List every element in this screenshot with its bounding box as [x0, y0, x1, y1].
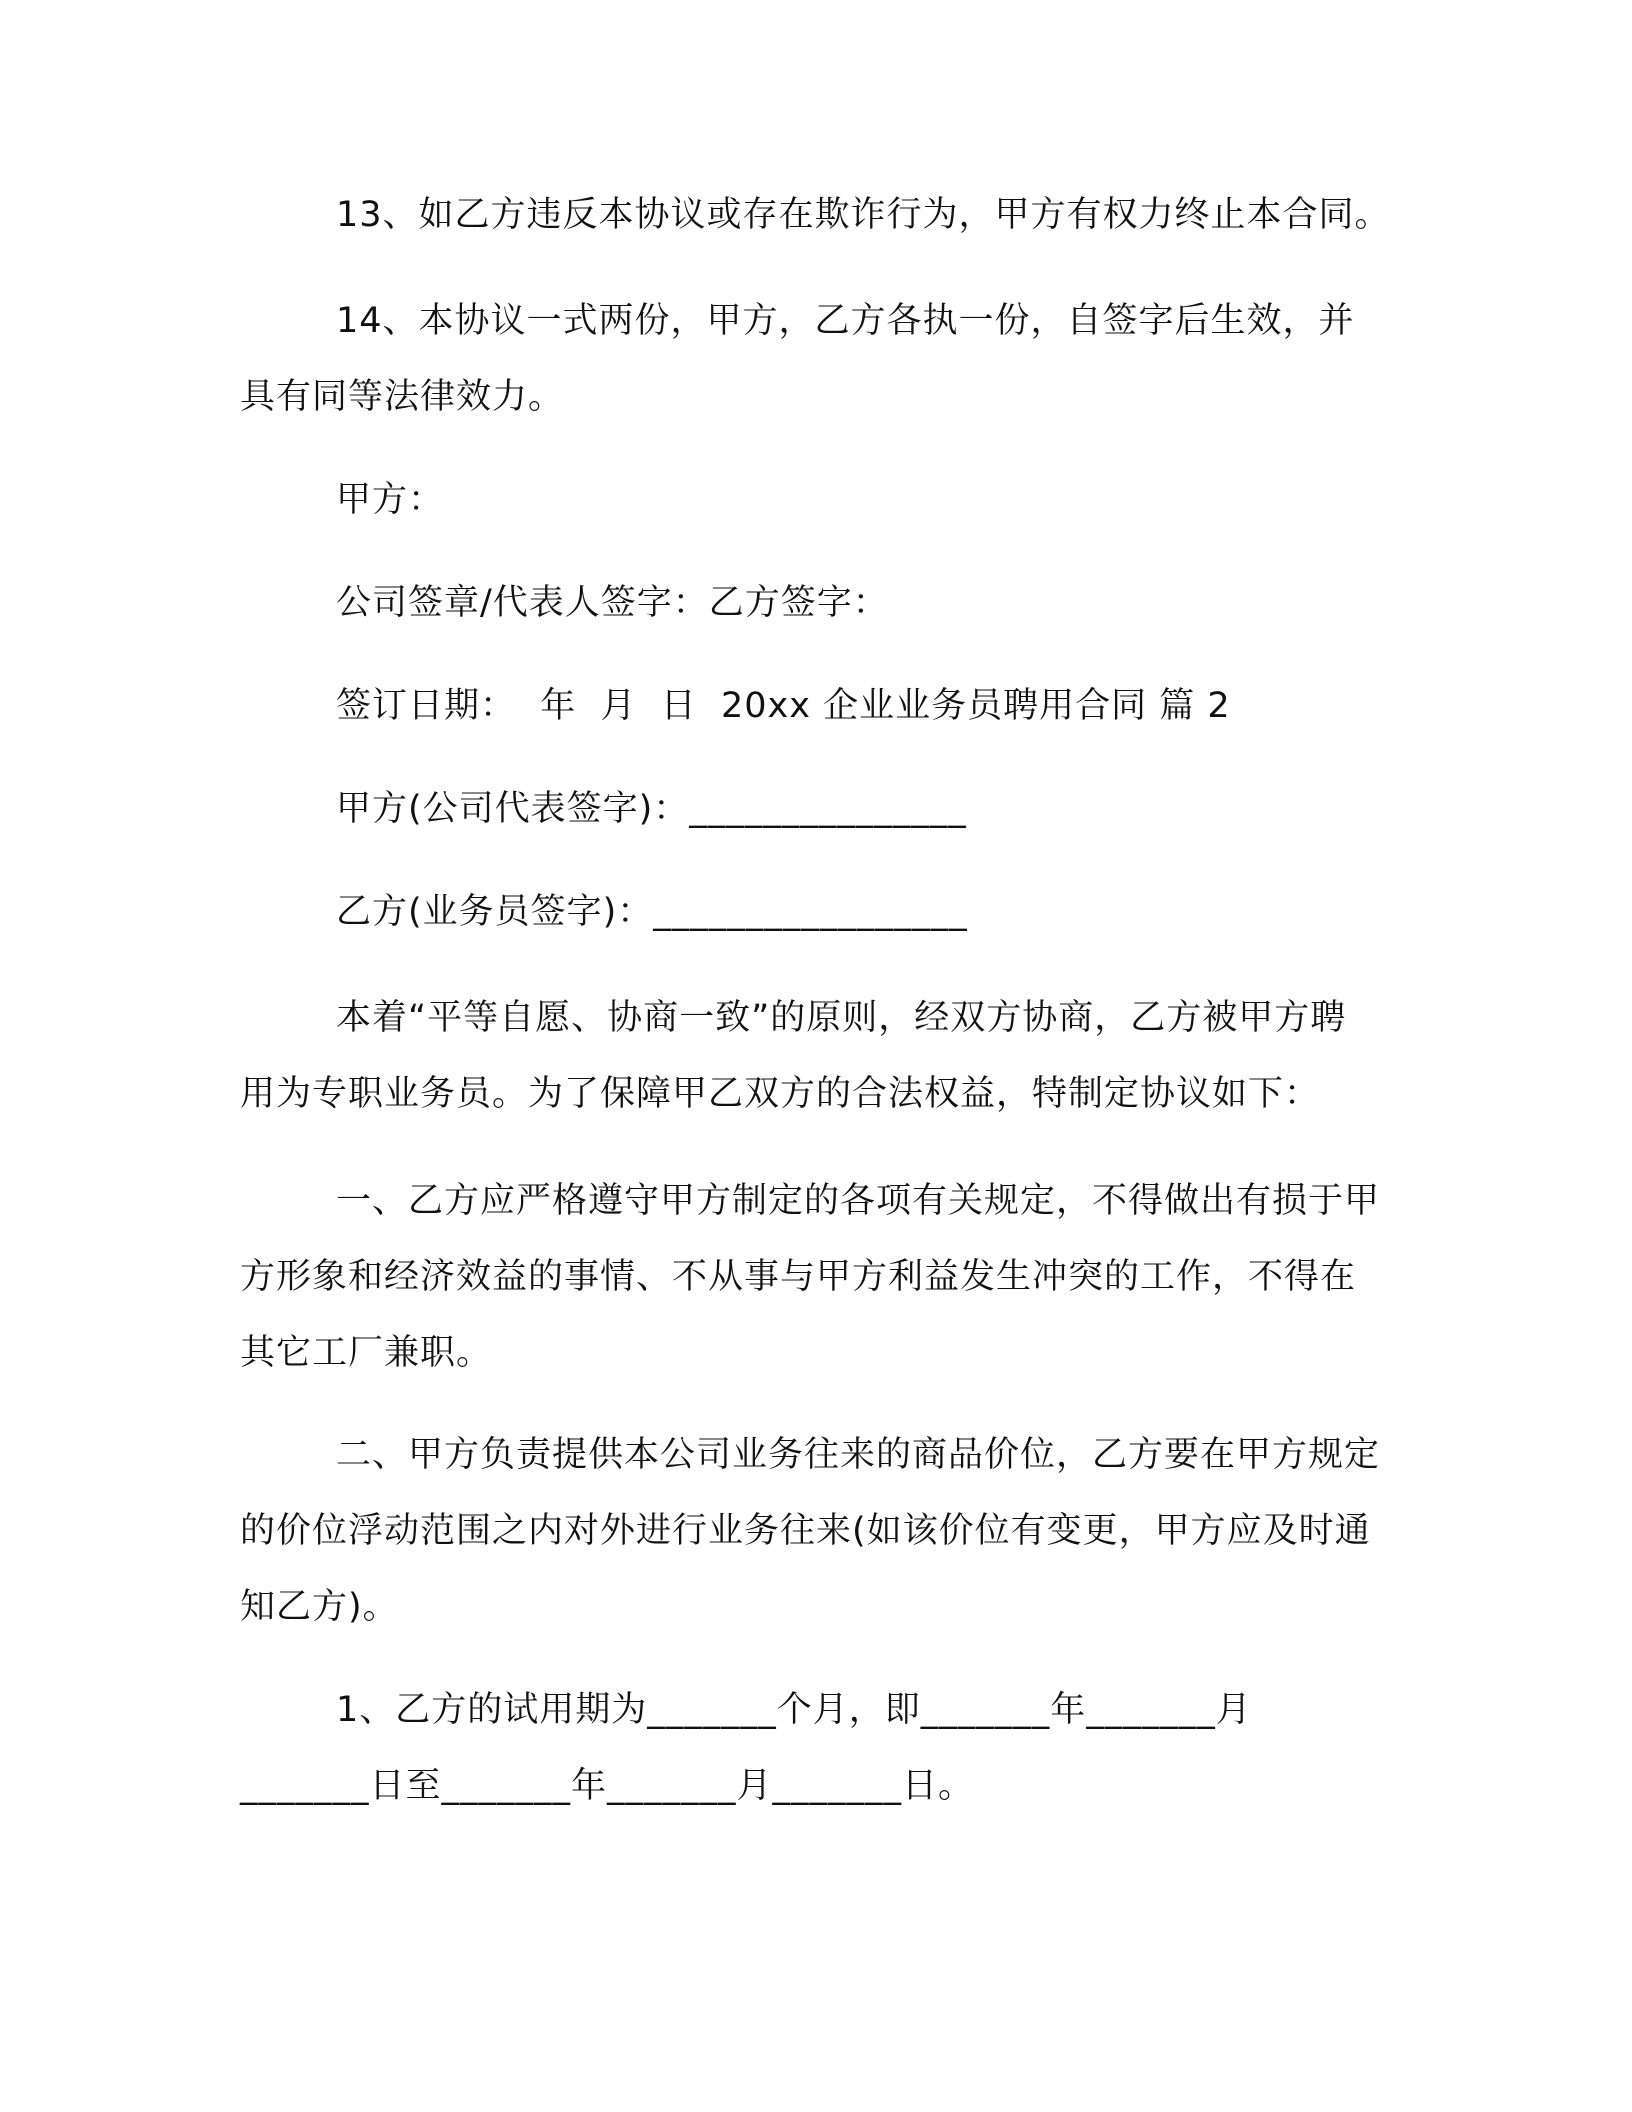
party-b-signature-field: 乙方(业务员签字)：_________________: [336, 892, 968, 932]
clause-two: 二、甲方负责提供本公司业务往来的商品价位，乙方要在甲方规定的价位浮动范围之内对外进行业务往来(如该价位有变更，甲方应及时通知乙方)。: [240, 1435, 1381, 1627]
clause-one: 一、乙方应严格遵守甲方制定的各项有关规定，不得做出有损于甲方形象和经济效益的事情、不从事与甲方利益发生冲突的工作，不得在其它工厂兼职。: [240, 1181, 1381, 1373]
intro-paragraph: 本着“平等自愿、协商一致”的原则，经双方协商，乙方被甲方聘用为专职业务员。为了保障甲乙双方的合法权益，特制定协议如下：: [240, 998, 1347, 1114]
party-a-label: 甲方：: [336, 480, 445, 520]
item-one-probation: 1、乙方的试用期为_______个月，即_______年_______月_______日至_______年_______月_______日。: [240, 1690, 1252, 1806]
signature-line: 公司签章/代表人签字：乙方签字：: [336, 583, 889, 623]
party-a-signature-field: 甲方(公司代表签字)：_______________: [336, 789, 967, 829]
clause-14: 14、本协议一式两份，甲方，乙方各执一份，自签字后生效，并具有同等法律效力。: [240, 301, 1355, 417]
signing-date-line: 签订日期： 年 月 日 20xx 企业业务员聘用合同 篇 2: [336, 686, 1231, 726]
clause-13: 13、如乙方违反本协议或存在欺诈行为，甲方有权力终止本合同。: [336, 195, 1391, 235]
